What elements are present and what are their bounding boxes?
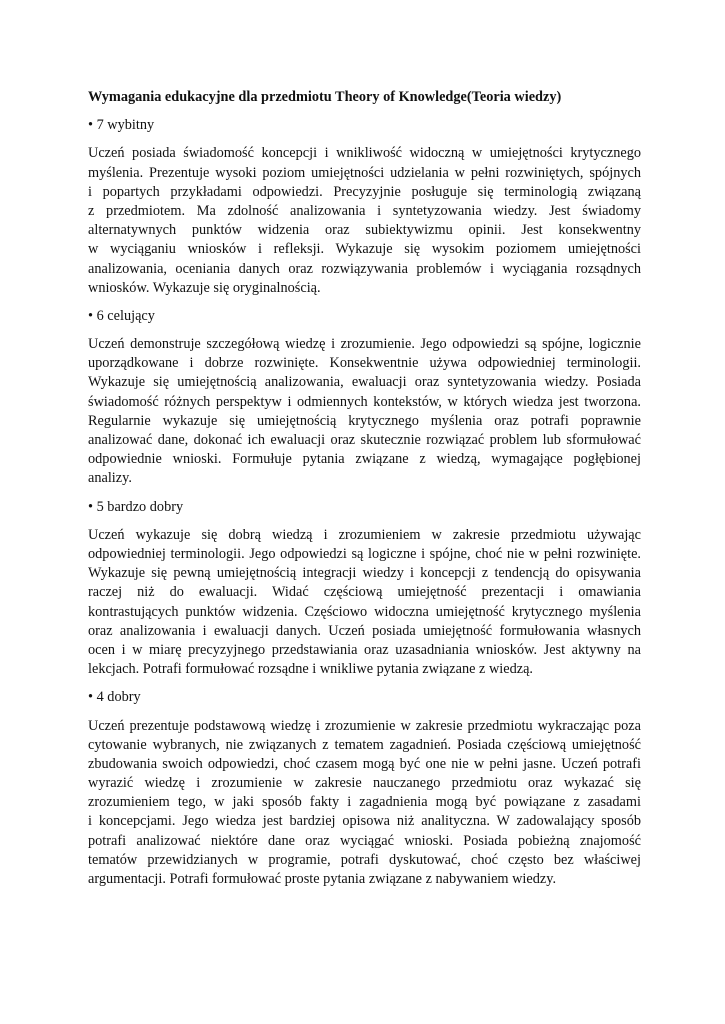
text-line: wyrazić wiedzę i zrozumienie w zakresie nauczanego przedmiotu oraz wykazać się [88,775,641,792]
text-line: kontrastujących punktów widzenia. Częściowo widoczna umiejętność krytycznego myślenia [88,603,641,620]
document-page [88,88,641,898]
text-line: uporządkowane i dobrze rozwinięte. Konsekwentnie używa odpowiedniej terminologii. [88,355,641,372]
text-line: zrozumieniem tego, w jaki sposób fakty i zagadnienia mogą być powiązane z zasadami [88,794,641,811]
text-line: Wykazuje się pewną umiejętnością integracji wiedzy i koncepcji z tendencją do opisywania [88,565,641,582]
text-line: Uczeń prezentuje podstawową wiedzę i zrozumienie w zakresie przedmiotu wykraczając poza [88,717,641,734]
text-line: wniosków. Wykazuje się oryginalnością. [88,279,321,296]
text-line: z przedmiotem. Ma zdolność analizowania i syntetyzowania wiedzy. Jest świadomy [88,202,641,219]
text-line: Uczeń wykazuje się dobrą wiedzą i zrozumieniem w zakresie przedmiotu używając [88,526,641,543]
text-line: i popartych przykładami odpowiedzi. Precyzyjnie posługuje się terminologią związaną [88,183,641,200]
text-line: lekcjach. Potrafi formułować rozsądne i wnikliwe pytania związane z wiedzą. [88,661,533,678]
text-line: zbudowania swoich odpowiedzi, choć czasem mogą być one nie w pełni jasne. Uczeń potrafi [88,755,641,772]
text-line: argumentacji. Potrafi formułować proste pytania związane z nabywaniem wiedzy. [88,871,557,888]
text-line: cytowanie wybranych, nie związanych z tematem zagadnień. Posiada częściową umiejętność [88,736,641,753]
text-line: analizowania, oceniania danych oraz rozwiązywania problemów i wyciągania rozsądnych [88,260,641,277]
grade-heading-5: • 5 bardzo dobry [88,498,184,515]
grade-description-6 [88,335,641,489]
text-line: odpowiednie wnioski. Formułuje pytania związane z wiedzą, wymagające pogłębionej [88,451,641,468]
text-line: myślenia. Prezentuje wysoki poziom umiejętności udzielania w pełni rozwiniętych, spójnych [88,164,641,181]
grade-heading-4: • 4 dobry [88,689,141,706]
document-title: Wymagania edukacyjne dla przedmiotu Theory of Knowledge(Teoria wiedzy) [88,89,562,105]
text-line: i koncepcjami. Jego wiedza jest bardziej opisowa niż analityczna. W zadowalający sposób [88,813,641,830]
grade-heading-6: • 6 celujący [88,307,155,324]
text-line: potrafi analizować niektóre dane oraz wyciągać wnioski. Posiada pobieżną znajomość [88,832,641,849]
grade-heading-7: • 7 wybitny [88,117,155,134]
text-line: analizy. [88,470,132,487]
text-line: analizować dane, dokonać ich ewaluacji oraz skutecznie rozwiązać problem lub sformułować [88,432,641,449]
text-line: tematów przewidzianych w programie, potrafi dyskutować, choć często bez właściwej [88,851,641,868]
grade-description-4 [88,717,641,890]
grade-description-5 [88,526,641,680]
text-line: Wykazuje się umiejętnością analizowania, ewaluacji oraz syntetyzowania wiedzy. Posiada [88,374,641,391]
grade-description-7 [88,144,641,298]
text-line: ocen i w miarę precyzyjnego przedstawiania oraz uzasadniania wniosków. Jest aktywny na [88,641,641,658]
text-line: w wyciąganiu wniosków i refleksji. Wykazuje się wysokim poziomem umiejętności [88,241,641,258]
text-line: oraz analizowania i ewaluacji danych. Uczeń posiada umiejętność formułowania własnych [88,622,641,639]
text-line: raczej niż do ewaluacji. Widać częściową umiejętność prezentacji i omawiania [88,584,641,601]
text-line: świadomość różnych perspektyw i odmiennych kontekstów, w których wiedza jest tworzona. [88,393,641,410]
text-line: Uczeń demonstruje szczegółową wiedzę i zrozumienie. Jego odpowiedzi są spójne, logicznie [88,336,641,353]
text-line: Regularnie wykazuje się umiejętnością krytycznego myślenia oraz potrafi poprawnie [88,412,641,429]
text-line: alternatywnych punktów widzenia oraz subiektywizmu opinii. Jest konsekwentny [88,222,641,239]
text-line: Uczeń posiada świadomość koncepcji i wnikliwość widoczną w umiejętności krytycznego [88,145,641,162]
text-line: odpowiedniej terminologii. Jego odpowiedzi są logiczne i spójne, choć nie w pełni rozwinięte. [88,546,641,562]
